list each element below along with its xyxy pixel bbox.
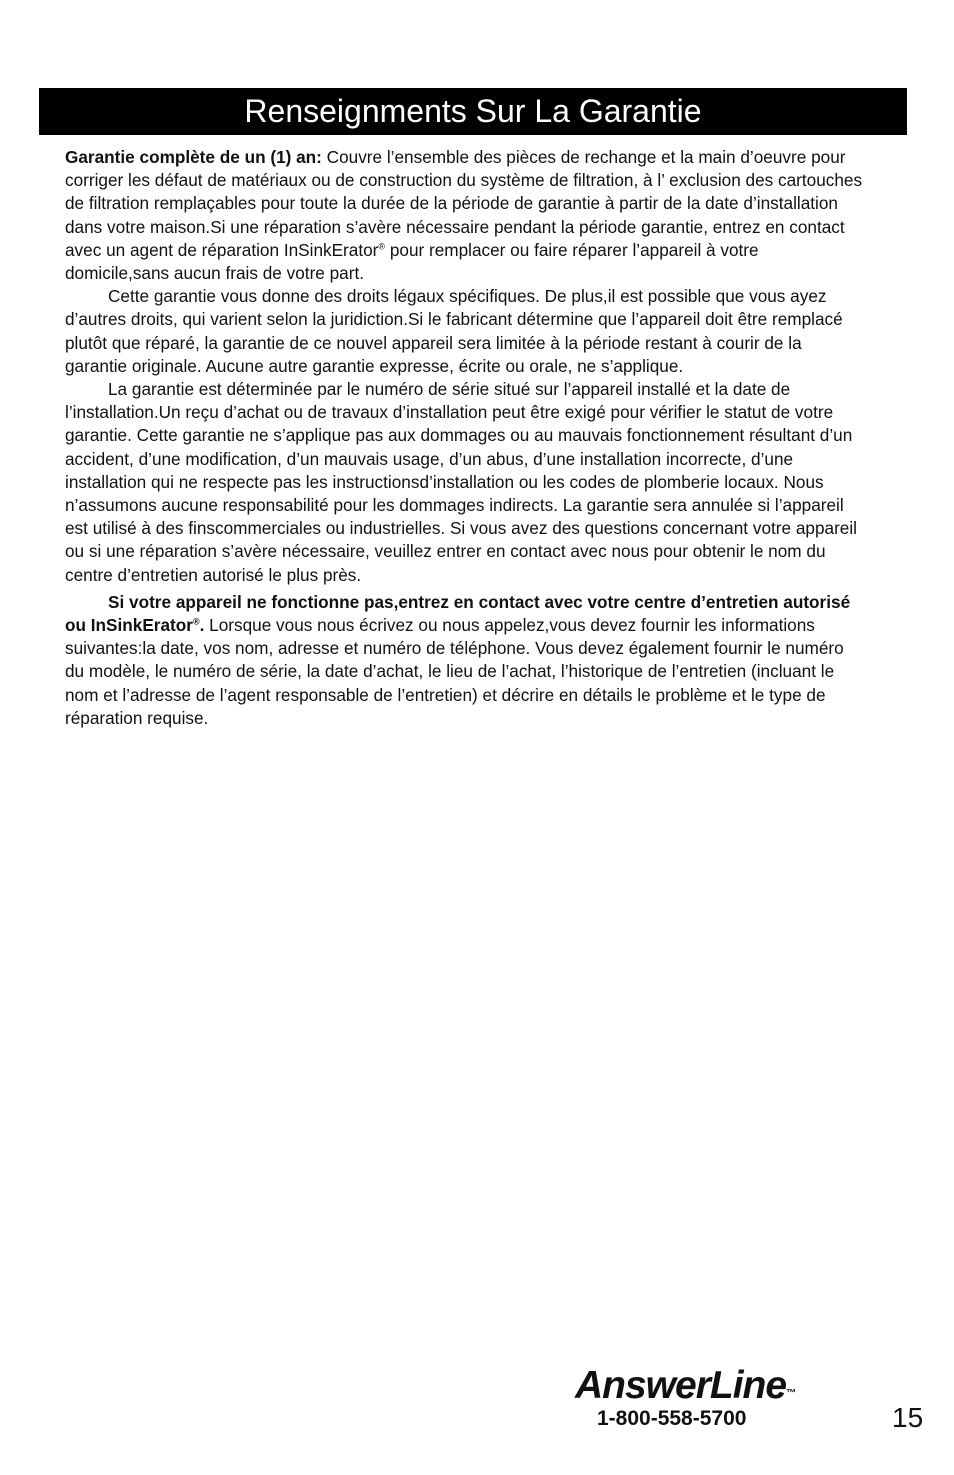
contact-text: Lorsque vous nous écrivez ou nous appelez,vous devez fournir les informations suivantes:la date, vos nom, adresse et numéro de téléphone. Vous devez également fournir le numéro du modèle, le numéro de série, la date d’achat, le lieu de l’achat, l’historique de l’entretien (incluant le nom et l’adresse de l’agent responsable de l’entretien) et décrire en détails le problème et le type de réparation requise. [65,615,844,728]
paragraph-contact [65,591,865,730]
registered-mark: ® [378,241,386,252]
full-warranty-heading: Garantie complète de un (1) an: [65,147,322,167]
paragraph-serial-number: La garantie est déterminée par le numéro de série situé sur l’appareil installé et la date de l’installation.Un reçu d’achat ou de travaux d’installation peut être exigé pour vérifier le statut de votre garantie. Cette garantie ne s’applique pas aux dommages ou au mauvais fonctionnement résultant d’un accident, d’une modification, d’un mauvais usage, d’un abus, d’une installation incorrecte, d’une installation qui ne respecte pas les instructionsd’installation ou les codes de plomberie locaux. Nous n’assumons aucune responsabilité pour les dommages indirects. La garantie sera annulée si l’appareil est utilisé à des finscommerciales ou industrielles. Si vous avez des questions concernant votre appareil ou si une réparation s’avère nécessaire, veuillez entrer en contact avec nous pour obtenir le nom du centre d’entretien autorisé le plus près. [65,379,857,585]
page-title: Renseignments Sur La Garantie [244,93,702,129]
full-warranty-text-b: pour remplacer ou faire réparer l’appareil à votre domicile,sans aucun frais de votre part. [65,239,759,284]
answerline-phone: 1-800-558-5700 [597,1407,747,1430]
paragraph-full-warranty [65,146,865,285]
answerline-logo [575,1366,815,1438]
contact-heading: Si votre appareil ne fonctionne pas,entrez en contact avec votre centre d’entretien autorisé ou InSinkErator®. [65,591,851,636]
paragraph-legal-rights: Cette garantie vous donne des droits légaux spécifiques. De plus,il est possible que vous ayez d’autres droits, qui varient selon la juridiction.Si le fabricant détermine que l’appareil doit être remplacé plutôt que réparé, la garantie de ce nouvel appareil sera limitée à la période restant à courir de la garantie originale. Aucune autre garantie expresse, écrite ou orale, ne s’applique. [65,286,843,376]
title-bar [39,88,907,135]
trademark-symbol: ™ [786,1388,797,1399]
answerline-wordmark: AnswerLine™ [575,1364,797,1407]
page-number: 15 [892,1402,924,1433]
registered-mark: ® [192,616,200,627]
warranty-content [65,146,865,730]
full-warranty-text-a: Couvre l’ensemble des pièces de rechange et la main d’oeuvre pour corriger les défaut de matériaux ou de construction du système de filtration, à l’ exclusion des cartouches de filtration remplaçables pour toute la durée de la période de garantie à partir de la date d’installation dans votre maison.Si une réparation s’avère nécessaire pendant la période garantie, entrez en contact avec un agent de réparation InSinkErator [65,147,863,260]
